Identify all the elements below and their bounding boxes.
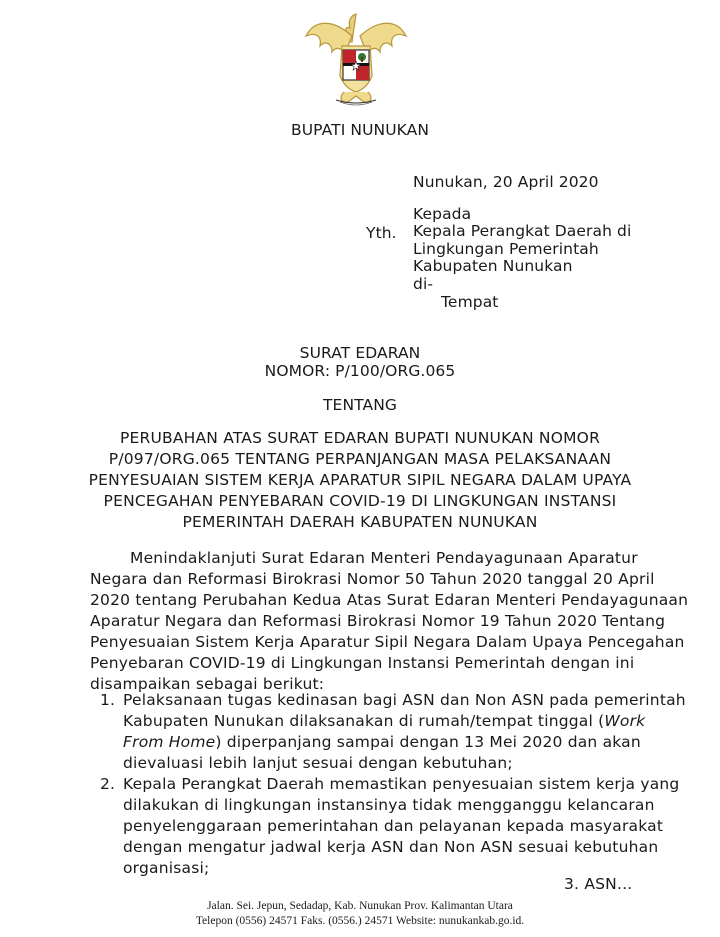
intro-line: Aparatur Negara dan Reformasi Birokrasi Nomor 19 Tahun 2020 Tentang [90, 612, 666, 630]
item-number: 2. [100, 775, 116, 793]
recipient-kepada: Kepada [413, 205, 472, 223]
item-number: 1. [100, 691, 116, 709]
item-line: dievaluasi lebih lanjut sesuai dengan kebutuhan; [123, 754, 513, 772]
circular-tentang: TENTANG [322, 396, 398, 414]
footer-address: Jalan. Sei. Jepun, Sedadap, Kab. Nunukan Prov. Kalimantan Utara [207, 900, 513, 912]
recipient-line: Kabupaten Nunukan [413, 257, 573, 275]
item-line: dengan mengatur jadwal kerja ASN dan Non ASN sesuai kebutuhan [123, 838, 659, 856]
item-line: From Home) diperpanjang sampai dengan 13 Mei 2020 dan akan [123, 733, 641, 751]
item-line: Kabupaten Nunukan dilaksanakan di rumah/tempat tinggal (Work [123, 712, 646, 730]
circular-number: NOMOR: P/100/ORG.065 [264, 362, 456, 380]
recipient-line: Kepala Perangkat Daerah di [413, 222, 632, 240]
intro-line: Penyesuaian Sistem Kerja Aparatur Sipil Negara Dalam Upaya Pencegahan [90, 633, 685, 651]
subject-line: PENYESUAIAN SISTEM KERJA APARATUR SIPIL NEGARA DALAM UPAYA [88, 471, 632, 489]
recipient-di: di- [413, 275, 434, 293]
intro-line: 2020 tentang Perubahan Kedua Atas Surat Edaran Menteri Pendayagunaan [90, 591, 689, 609]
letterhead-title: BUPATI NUNUKAN [291, 121, 430, 139]
item-line: Pelaksanaan tugas kedinasan bagi ASN dan Non ASN pada pemerintah [123, 691, 686, 709]
intro-line: Negara dan Reformasi Birokrasi Nomor 50 Tahun 2020 tanggal 20 April [90, 570, 655, 588]
subject-line: PEMERINTAH DAERAH KABUPATEN NUNUKAN [182, 513, 538, 531]
circular-title: SURAT EDARAN [299, 344, 421, 362]
item-line: organisasi; [123, 859, 210, 877]
item-line: penyelenggaraan pemerintahan dan pelayanan kepada masyarakat [123, 817, 664, 835]
intro-line: disampaikan sebagai berikut: [90, 675, 325, 693]
subject-line: P/097/ORG.065 TENTANG PERPANJANGAN MASA PELAKSANAAN [108, 450, 612, 468]
intro-line: Menindaklanjuti Surat Edaran Menteri Pendayagunaan Aparatur [130, 549, 638, 567]
garuda-pancasila-emblem [302, 6, 410, 114]
footer-contact: Telepon (0556) 24571 Faks. (0556.) 24571 Website: nunukankab.go.id. [195, 915, 525, 927]
place-date: Nunukan, 20 April 2020 [413, 173, 599, 191]
recipient-yth: Yth. [366, 224, 397, 242]
intro-line: Penyebaran COVID-19 di Lingkungan Instansi Pemerintah dengan ini [90, 654, 635, 672]
recipient-tempat: Tempat [441, 293, 499, 311]
item-line: Kepala Perangkat Daerah memastikan penyesuaian sistem kerja yang [123, 775, 680, 793]
subject-line: PENCEGAHAN PENYEBARAN COVID-19 DI LINGKUNGAN INSTANSI [103, 492, 617, 510]
recipient-line: Lingkungan Pemerintah [413, 240, 599, 258]
subject-line: PERUBAHAN ATAS SURAT EDARAN BUPATI NUNUKAN NOMOR [119, 429, 601, 447]
item-line: dilakukan di lingkungan instansinya tidak mengganggu kelancaran [123, 796, 655, 814]
continuation-marker: 3. ASN... [564, 875, 633, 893]
